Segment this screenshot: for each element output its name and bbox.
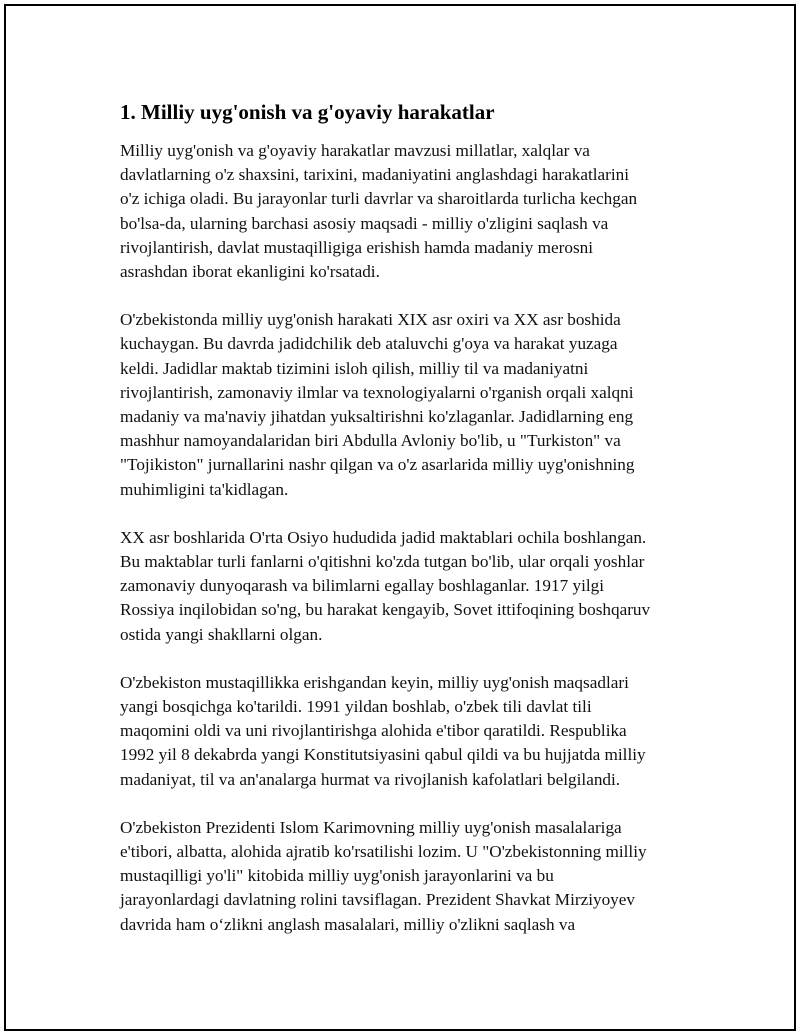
text-line: Milliy uyg'onish va g'oyaviy harakatlar mavzusi millatlar, xalqlar va — [120, 141, 590, 160]
text-line: 1992 yil 8 dekabrda yangi Konstitutsiyasini qabul qildi va bu hujjatda milliy — [120, 745, 646, 765]
paragraph — [120, 671, 705, 792]
paragraph — [120, 139, 705, 284]
text-line: mashhur namoyandalaridan biri Abdulla Avloniy bo'lib, u "Turkiston" va — [120, 431, 621, 451]
text-line: e'tibori, albatta, alohida ajratib ko'rsatilishi lozim. U "O'zbekistonning milliy — [120, 842, 647, 862]
text-line: asrashdan iborat ekanligini ko'rsatadi. — [120, 262, 380, 282]
text-line: davlatlarning o'z shaxsini, tarixini, madaniyatini anglashdagi harakatlarini — [120, 165, 630, 185]
page-frame — [4, 4, 796, 1031]
text-line: Bu maktablar turli fanlarni o'qitishni ko'zda tutgan bo'lib, ular orqali yoshlar — [120, 552, 645, 572]
text-line: o'z ichiga oladi. Bu jarayonlar turli davrlar va sharoitlarda turlicha kechgan — [120, 189, 638, 209]
text-line: rivojlantirish, zamonaviy ilmlar va texnologiyalarni o'rganish orqali xalqni — [120, 382, 634, 402]
document-title: 1. Milliy uyg'onish va g'oyaviy harakatlar — [120, 100, 495, 124]
text-line: bo'lsa-da, ularning barchasi asosiy maqsadi - milliy o'zligini saqlash va — [120, 213, 609, 233]
text-line: rivojlantirish, davlat mustaqilligiga erishish hamda madaniy merosni — [120, 237, 594, 257]
text-line: maqomini oldi va uni rivojlantirishga alohida e'tibor qaratildi. Respublika — [120, 721, 627, 741]
text-line: Rossiya inqilobidan so'ng, bu harakat kengayib, Sovet ittifoqining boshqaruv — [120, 600, 651, 620]
text-line: madaniy va ma'naviy jihatdan yuksaltirishni ko'zlaganlar. Jadidlarning eng — [120, 407, 634, 427]
text-line: "Tojikiston" jurnallarini nashr qilgan va o'z asarlarida milliy uyg'onishning — [120, 455, 635, 475]
text-line: kuchaygan. Bu davrda jadidchilik deb ataluvchi g'oya va harakat yuzaga — [120, 334, 618, 354]
text-line: XX asr boshlarida O'rta Osiyo hududida jadid maktablari ochila boshlangan. — [120, 527, 647, 547]
text-line: keldi. Jadidlar maktab tizimini isloh qilish, milliy til va madaniyatni — [120, 358, 589, 378]
text-line: O'zbekistonda milliy uyg'onish harakati XIX asr oxiri va XX asr boshida — [120, 310, 621, 330]
text-line: ostida yangi shakllarni olgan. — [120, 624, 323, 644]
text-line: yangi bosqichga ko'tarildi. 1991 yildan boshlab, o'zbek tili davlat tili — [120, 697, 592, 717]
text-line: zamonaviy dunyoqarash va bilimlarni egallay boshlaganlar. 1917 yilgi — [120, 576, 604, 596]
paragraph — [120, 308, 705, 502]
text-line: madaniyat, til va an'analarga hurmat va rivojlanish kafolatlari belgilandi. — [120, 769, 621, 789]
text-line: davrida ham o‘zlikni anglash masalalari, milliy o'zlikni saqlash va — [120, 914, 576, 934]
text-line: O'zbekiston mustaqillikka erishgandan keyin, milliy uyg'onish maqsadlari — [120, 672, 629, 692]
document-body — [120, 98, 705, 961]
text-line: muhimligini ta'kidlagan. — [120, 479, 289, 499]
text-line: O'zbekiston Prezidenti Islom Karimovning milliy uyg'onish masalalariga — [120, 817, 622, 837]
paragraph — [120, 526, 705, 647]
text-line: mustaqilligi yo'li" kitobida milliy uyg'onish jarayonlarini va bu — [120, 866, 554, 886]
paragraph — [120, 816, 705, 937]
text-line: jarayonlardagi davlatning rolini tavsiflagan. Prezident Shavkat Mirziyoyev — [120, 890, 635, 910]
